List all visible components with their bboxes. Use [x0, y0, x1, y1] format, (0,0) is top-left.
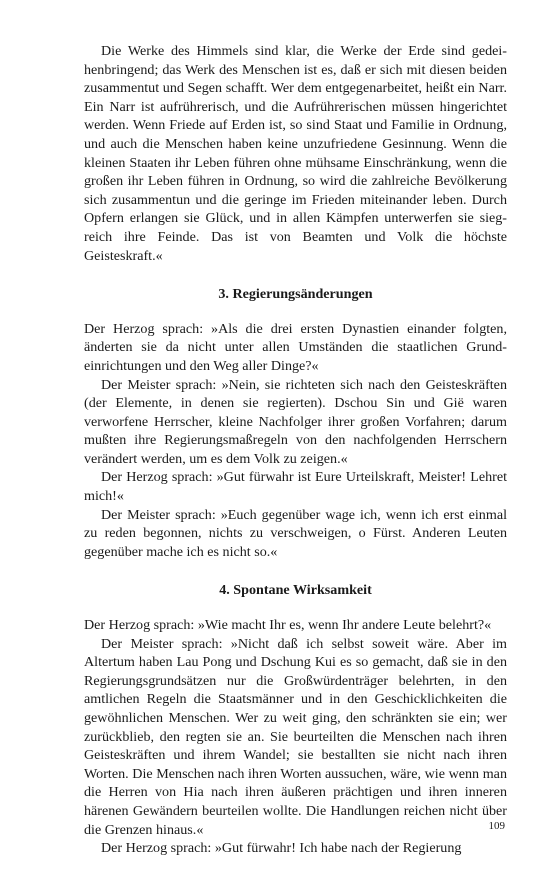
section3-paragraph-4: Der Meister sprach: »Euch gegenüber wage ich, wenn ich erst einmal zu reden begonnen, nichts zu verschweigen, o Fürst. Anderen Leuten gegenüber mache ich es nicht so.« [84, 506, 507, 560]
opening-paragraph: Die Werke des Himmels sind klar, die Werke der Erde sind gedeihenbringend; das Werk des Menschen ist es, daß er sich mit diesen beiden zusammentut und Segen schafft. Wer dem entgegenarbeitet, heißt ein Narr. Ein Narr ist aufrührerisch, und die Aufrührerischen müssen hingerichtet werden. Wenn Friede auf Erden ist, so sind Staat und Familie in Ordnung, und auch die Menschen haben keine unzufriedene Gesinnung. Wenn die kleinen Staaten ihr Leben führen ohne mühsame Einschränkung, wenn die großen ihr Leben führen in Ordnung, so wird die zahlreiche Bevölkerung sich zusammentun und die geringe im Frieden miteinander leben. Durch Opfern erlangen sie Glück, und in allen Kämpfen unterwerfen sie siegreich ihre Feinde. Das ist von Beamten und Volk die höchste Geisteskraft.« [84, 43, 507, 264]
section-heading-4: 4. Spontane Wirksamkeit [219, 582, 372, 599]
section4-paragraph-3: Der Herzog sprach: »Gut fürwahr! Ich habe nach der Regierung [101, 840, 462, 857]
section4-paragraph-2: Der Meister sprach: »Nicht daß ich selbst soweit wäre. Aber im Altertum haben Lau Pong und Dschung Kui es so gemacht, daß sie in den Regierungsgrundsätzen nur die Großwürdenträger belehrten, in den amtlichen Regeln die Staatsmänner und in den Geschicklichkeiten die gewöhnlichen Menschen. Wer zu weit ging, den schränkten sie ein; wer zurückblieb, den regten sie an. Sie beurteilten die Menschen nach ihren Geisteskräften und ihrem Wandel; sie bestallten sie nicht nach ihren Worten. Die Menschen nach ihren Worten aussuchen, wäre, wie wenn man die Herren von Hia nach ihren äußeren prächtigen und ihren inneren härenen Gewändern beurteilen wollte. Die Handlungen reichen nicht über die Grenzen hinaus.« [84, 635, 507, 838]
page-body [84, 42, 507, 858]
section3-paragraph-3: Der Herzog sprach: »Gut fürwahr ist Eure Urteilskraft, Meister! Lehret mich!« [84, 469, 507, 505]
section3-paragraph-1: Der Herzog sprach: »Als die drei ersten Dynastien einander folgten, änderten sie da nicht unter allen Umständen die staatlichen Grundeinrichtungen und den Weg aller Dinge?« [84, 320, 507, 374]
section4-paragraph-1: Der Herzog sprach: »Wie macht Ihr es, wenn Ihr andere Leute belehrt?« [84, 617, 492, 634]
section3-paragraph-2: Der Meister sprach: »Nein, sie richteten sich nach den Geisteskräften (der Elemente, in denen sie regierten). Dschou Sin und Gië waren verworfene Herrscher, kleine Nachfolger ihrer großen Vorfahren; darum mußten ihre Regierungsmaßregeln von den nachfolgenden Herrschern verändert werden, um es dem Volk zu zeigen.« [84, 376, 507, 467]
section-heading-3: 3. Regierungsänderungen [218, 286, 373, 303]
page-number: 109 [488, 820, 505, 832]
